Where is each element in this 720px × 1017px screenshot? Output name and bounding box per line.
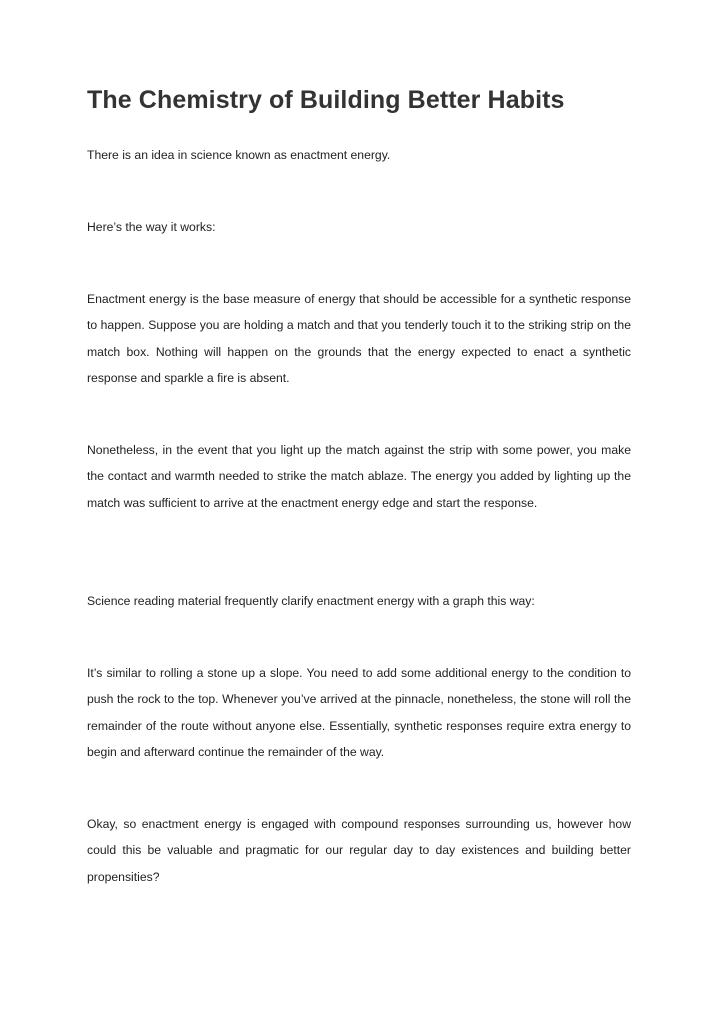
- paragraph-graph-intro: Science reading material frequently clarify enactment energy with a graph this way:: [87, 594, 535, 608]
- paragraph-activation-energy: Enactment energy is the base measure of energy that should be accessible for a synthetic response to happen. Suppose you are holding a match and that you tenderly touch it to the striking strip on the match box. Nothing will happen on the grounds that the energy expected to enact a synthetic response and sparkle a fire is absent.: [87, 292, 631, 386]
- paragraph-stone-analogy: It’s similar to rolling a stone up a slope. You need to add some additional energy to the condition to push the rock to the top. Whenever you’ve arrived at the pinnacle, nonetheless, the stone will roll the remainder of the route without anyone else. Essentially, synthetic responses require extra energy to begin and afterward continue the remainder of the way.: [87, 666, 631, 760]
- document-title: The Chemistry of Building Better Habits: [87, 86, 565, 114]
- paragraph-match-example: Nonetheless, in the event that you light up the match against the strip with some power, you make the contact and warmth needed to strike the match ablaze. The energy you added by lighting up the match was sufficient to arrive at the enactment energy edge and start the response.: [87, 443, 631, 510]
- paragraph-habits-question: Okay, so enactment energy is engaged with compound responses surrounding us, however how could this be valuable and pragmatic for our regular day to day existences and building better propensities?: [87, 817, 631, 884]
- paragraph-intro: There is an idea in science known as enactment energy.: [87, 148, 391, 162]
- paragraph-how-it-works: Here’s the way it works:: [87, 220, 216, 234]
